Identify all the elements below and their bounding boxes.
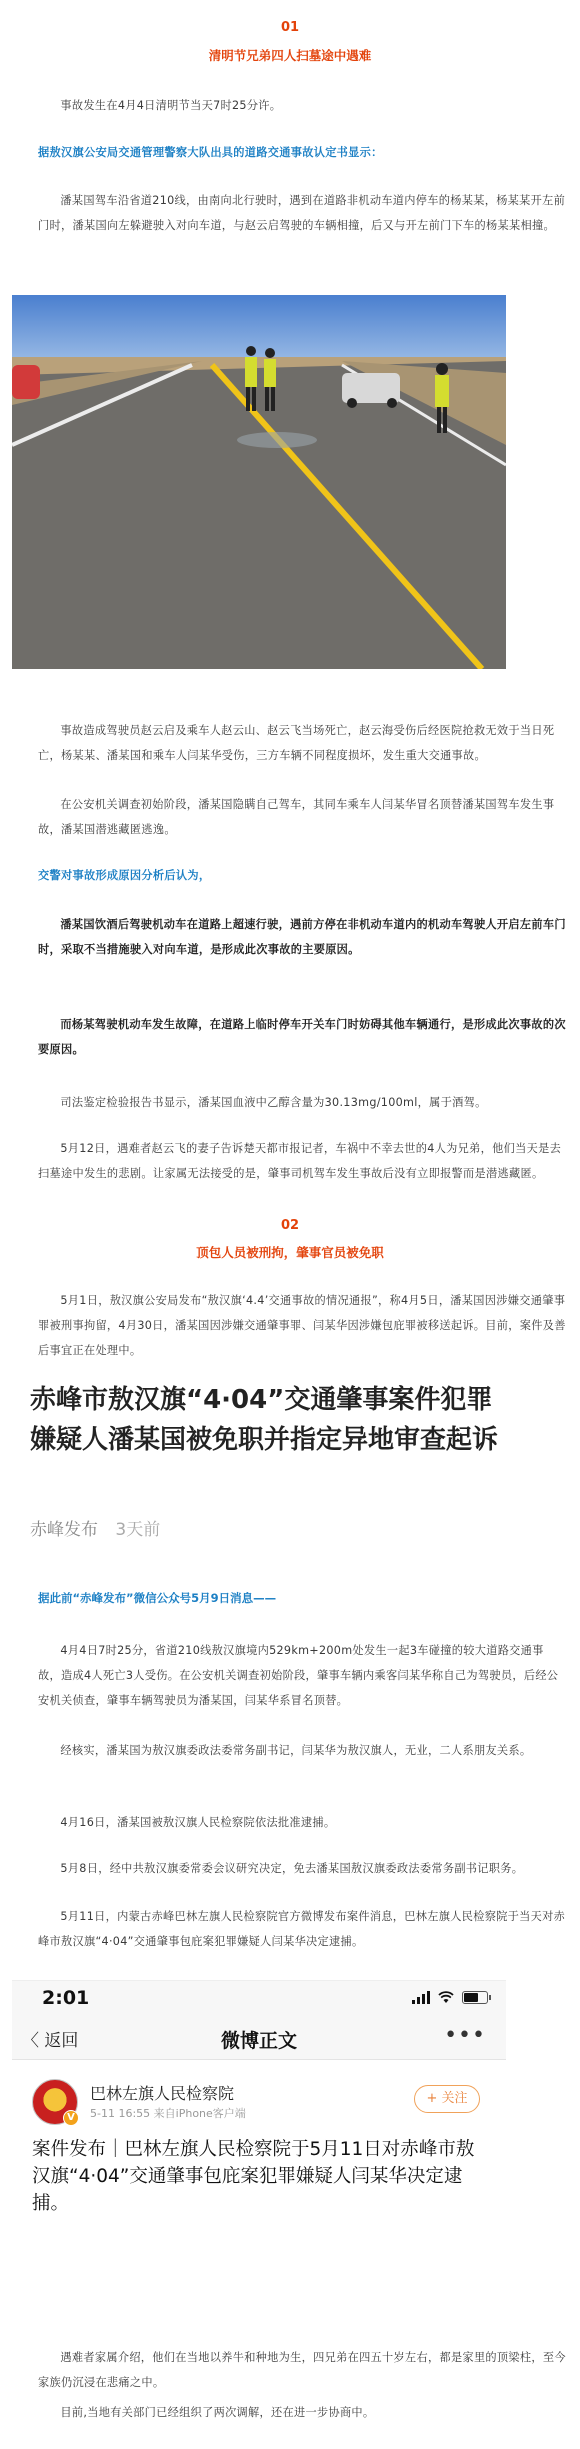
- signal-icon: [412, 1991, 430, 2004]
- paragraph: 事故发生在4月4日清明节当天7时25分许。: [60, 99, 282, 112]
- wifi-icon: [438, 1991, 454, 2004]
- section-number: 02: [280, 1218, 300, 1233]
- paragraph: 事故造成驾驶员赵云启及乘车人赵云山、赵云飞当场死亡，赵云海受伤后经医院抢救无效于当日死亡，杨某某、潘某国和乘车人闫某华受伤，三方车辆不同程度损坏，发生重大交通事故。: [38, 724, 555, 762]
- section-title: 顶包人员被刑拘，肇事官员被免职: [196, 1245, 384, 1260]
- section-number: 01: [280, 20, 300, 35]
- verified-badge-icon: V: [63, 2110, 79, 2126]
- avatar[interactable]: [32, 2079, 78, 2125]
- paragraph: 5月1日，敖汉旗公安局发布“敖汉旗‘4.4’交通事故的情况通报”，称4月5日，潘某国因涉嫌交通肇事罪被刑事拘留，4月30日，潘某国因涉嫌交通肇事罪、闫某华因涉嫌包庇罪被移送起诉。目前，案件及善后事宜正在处理中。: [38, 1294, 566, 1357]
- news-time: 3天前: [115, 1520, 161, 1540]
- paragraph: 潘某国驾车沿省道210线，由南向北行驶时，遇到在道路非机动车道内停车的杨某某，杨某某开左前门时，潘某国向左躲避驶入对向车道，与赵云启驾驶的车辆相撞，后又与开左前门下车的杨某某相撞。: [38, 194, 566, 232]
- lead-statement: 据敖汉旗公安局交通管理警察大队出具的道路交通事故认定书显示：: [38, 146, 383, 159]
- accident-photo: [12, 295, 506, 669]
- paragraph: 遇难者家属介绍，他们在当地以养牛和种地为生，四兄弟在四五十岁左右，都是家里的顶梁柱，至今家族仍沉浸在悲痛之中。: [38, 2351, 566, 2389]
- paragraph: 4月4日7时25分，省道210线敖汉旗境内529km+200m处发生一起3车碰撞的较大道路交通事故，造成4人死亡3人受伤。在公安机关调查初始阶段，肇事车辆内乘客闫某华称自己为驾驶员，后经公安机关侦查，肇事车辆驾驶员为潘某国，闫某华系冒名顶替。: [38, 1644, 559, 1707]
- paragraph: 5月11日，内蒙古赤峰巴林左旗人民检察院官方微博发布案件消息，巴林左旗人民检察院于当天对赤峰市敖汉旗“4·04”交通肇事包庇案犯罪嫌疑人闫某华决定逮捕。: [38, 1910, 566, 1948]
- nav-bar: [12, 2015, 506, 2060]
- paragraph: 目前,当地有关部门已经组织了两次调解，还在进一步协商中。: [60, 2406, 375, 2419]
- paragraph-bold: 潘某国饮酒后驾驶机动车在道路上超速行驶，遇前方停在非机动车道内的机动车驾驶人开启左前车门时，采取不当措施驶入对向车道，是形成此次事故的主要原因。: [38, 918, 566, 956]
- paragraph-bold: 而杨某驾驶机动车发生故障，在道路上临时停车开关车门时妨碍其他车辆通行，是形成此次事故的次要原因。: [38, 1018, 566, 1056]
- back-button[interactable]: 〈 返回: [22, 2031, 79, 2051]
- section-title: 清明节兄弟四人扫墓途中遇难: [208, 48, 372, 63]
- paragraph: 经核实，潘某国为敖汉旗委政法委常务副书记，闫某华为敖汉旗人，无业，二人系朋友关系。: [60, 1744, 532, 1757]
- news-source[interactable]: 赤峰发布: [30, 1520, 98, 1540]
- paragraph: 5月12日，遇难者赵云飞的妻子告诉楚天都市报记者，车祸中不幸去世的4人为兄弟，他们当天是去扫墓途中发生的悲剧。让家属无法接受的是，肇事司机驾车发生事故后没有立即报警而是潜逃藏匿。: [38, 1142, 562, 1180]
- nav-title: 微博正文: [220, 2030, 297, 2052]
- status-time: 2:01: [42, 1987, 90, 2009]
- battery-icon: [462, 1991, 488, 2004]
- paragraph: 在公安机关调查初始阶段，潘某国隐瞒自己驾车，其同车乘车人闫某华冒名顶替潘某国驾车发生事故，潘某国潜逃藏匿逃逸。: [38, 798, 555, 836]
- news-headline[interactable]: 赤峰市敖汉旗“4·04”交通肇事案件犯罪嫌疑人潘某国被免职并指定异地审查起诉: [30, 1385, 499, 1455]
- paragraph: 司法鉴定检验报告书显示，潘某国血液中乙醇含量为30.13mg/100ml，属于酒驾。: [60, 1096, 487, 1109]
- lead-statement: 交警对事故形成原因分析后认为，: [38, 869, 211, 882]
- follow-button[interactable]: + 关注: [414, 2085, 480, 2113]
- status-bar: [12, 1981, 506, 2015]
- more-icon[interactable]: •••: [444, 2023, 486, 2048]
- source-line: 据此前“赤峰发布”微信公众号5月9日消息——: [38, 1591, 277, 1605]
- account-name[interactable]: 巴林左旗人民检察院: [90, 2084, 235, 2103]
- paragraph: 4月16日，潘某国被敖汉旗人民检察院依法批准逮捕。: [60, 1816, 336, 1829]
- weibo-post-text: 案件发布｜巴林左旗人民检察院于5月11日对赤峰市敖汉旗“4·04”交通肇事包庇案犯罪嫌疑人闫某华决定逮捕。: [32, 2139, 475, 2214]
- status-icons: [412, 1991, 488, 2004]
- news-meta: [30, 1515, 160, 1540]
- paragraph: 5月8日，经中共敖汉旗委常委会议研究决定，免去潘某国敖汉旗委政法委常务副书记职务。: [60, 1862, 524, 1875]
- post-meta: 5-11 16:55 来自iPhone客户端: [90, 2107, 246, 2120]
- weibo-screenshot: [12, 1980, 506, 2296]
